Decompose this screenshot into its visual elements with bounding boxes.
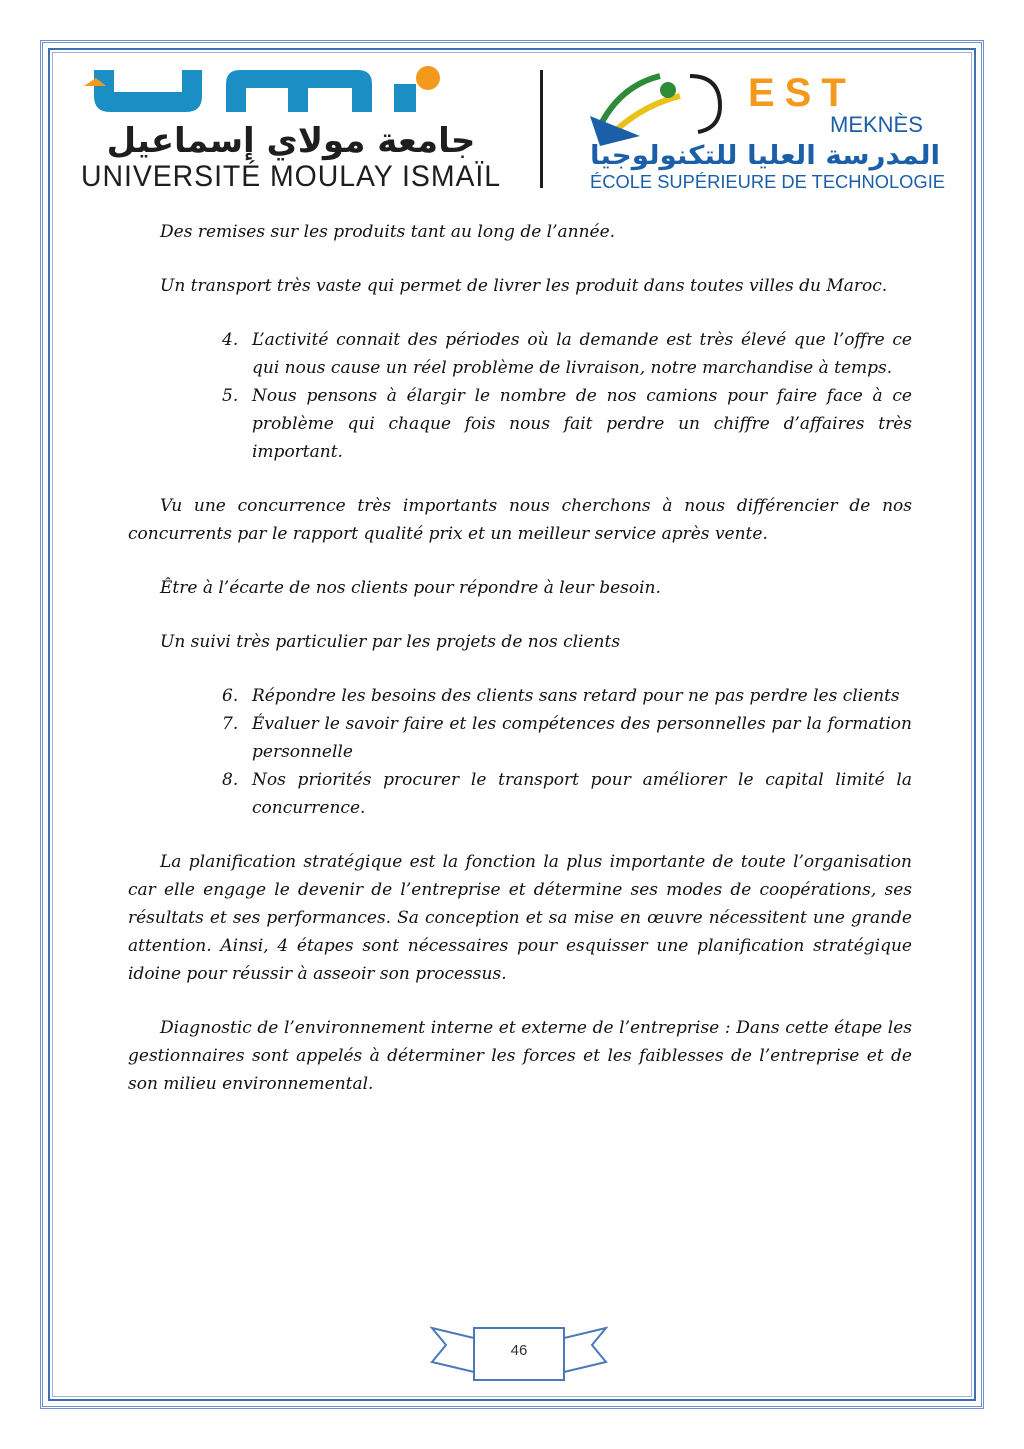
list-text: L’activité connait des périodes où la demande est très élevé que l’offre ce qui nous cause un réel problème de livraison, notre marchandise à temps. (252, 330, 912, 378)
list-text: Évaluer le savoir faire et les compétences des personnelles par la formation personnelle (252, 714, 912, 762)
paragraph-diagnostic: Diagnostic de l’environnement interne et externe de l’entreprise : Dans cette étape les gestionnaires sont appelés à déterminer les forces et les faiblesses de l’entreprise et de son milieu environnemental. (128, 1018, 912, 1094)
list-item (222, 682, 912, 710)
list-text: Répondre les besoins des clients sans retard pour ne pas perdre les clients (252, 686, 900, 706)
est-logo-text: ÉCOLE SUPÉRIEURE DE TECHNOLOGIE (590, 172, 945, 192)
paragraph-concurrence: Vu une concurrence très importants nous cherchons à nous différencier de nos concurrents par le rapport qualité prix et un meilleur service après vente. (128, 496, 912, 544)
logo-divider (540, 70, 543, 188)
list-item (222, 766, 912, 822)
umi-logo-text: UNIVERSITÉ MOULAY ISMAÏL (81, 160, 501, 192)
list-item (222, 382, 912, 466)
est-logo (580, 66, 952, 192)
paragraph-remises: Des remises sur les produits tant au long de l’année. (160, 222, 616, 242)
est-logo-arabic: المدرسة العليا للتكنولوجيا (590, 141, 940, 171)
est-emblem (590, 76, 720, 146)
paragraph-transport: Un transport très vaste qui permet de livrer les produit dans toutes villes du Maroc. (160, 276, 888, 296)
list-number: 4. (222, 330, 239, 350)
numbered-list-2 (128, 682, 912, 822)
list-text: Nos priorités procurer le transport pour améliorer le capital limité la concurrence. (252, 770, 912, 818)
list-number: 8. (222, 770, 239, 790)
list-number: 7. (222, 714, 239, 734)
page-number-ribbon (430, 1322, 608, 1384)
paragraph-planification: La planification stratégique est la fonction la plus importante de toute l’organisation car elle engage le devenir de l’entreprise et détermine ses modes de coopérations, ses résultats et ses performances. Sa conception et sa mise en œuvre nécessitent une grande attention. Ainsi, 4 étapes sont nécessaires pour esquisser une planification stratégique idoine pour réussir à asseoir son processus. (128, 852, 912, 984)
list-text: Nous pensons à élargir le nombre de nos camions pour faire face à ce problème qui chaque fois nous fait perdre un chiffre d’affaires très important. (252, 386, 912, 462)
est-logo-city: MEKNÈS (830, 112, 923, 137)
list-item (222, 326, 912, 382)
list-number: 5. (222, 386, 239, 406)
umi-logo (76, 62, 516, 192)
document-body (128, 218, 912, 1124)
paragraph-ecoute: Être à l’écarte de nos clients pour répondre à leur besoin. (160, 578, 661, 598)
numbered-list-1 (128, 326, 912, 466)
paragraph-suivi: Un suivi très particulier par les projets de nos clients (160, 632, 621, 652)
page-number: 46 (510, 1342, 528, 1359)
est-logo-mark: EST (748, 71, 856, 115)
umi-mark (84, 66, 440, 112)
header (70, 62, 954, 196)
umi-logo-arabic: جامعة مولاي إسماعيل (106, 121, 476, 161)
list-item (222, 710, 912, 766)
list-number: 6. (222, 686, 239, 706)
